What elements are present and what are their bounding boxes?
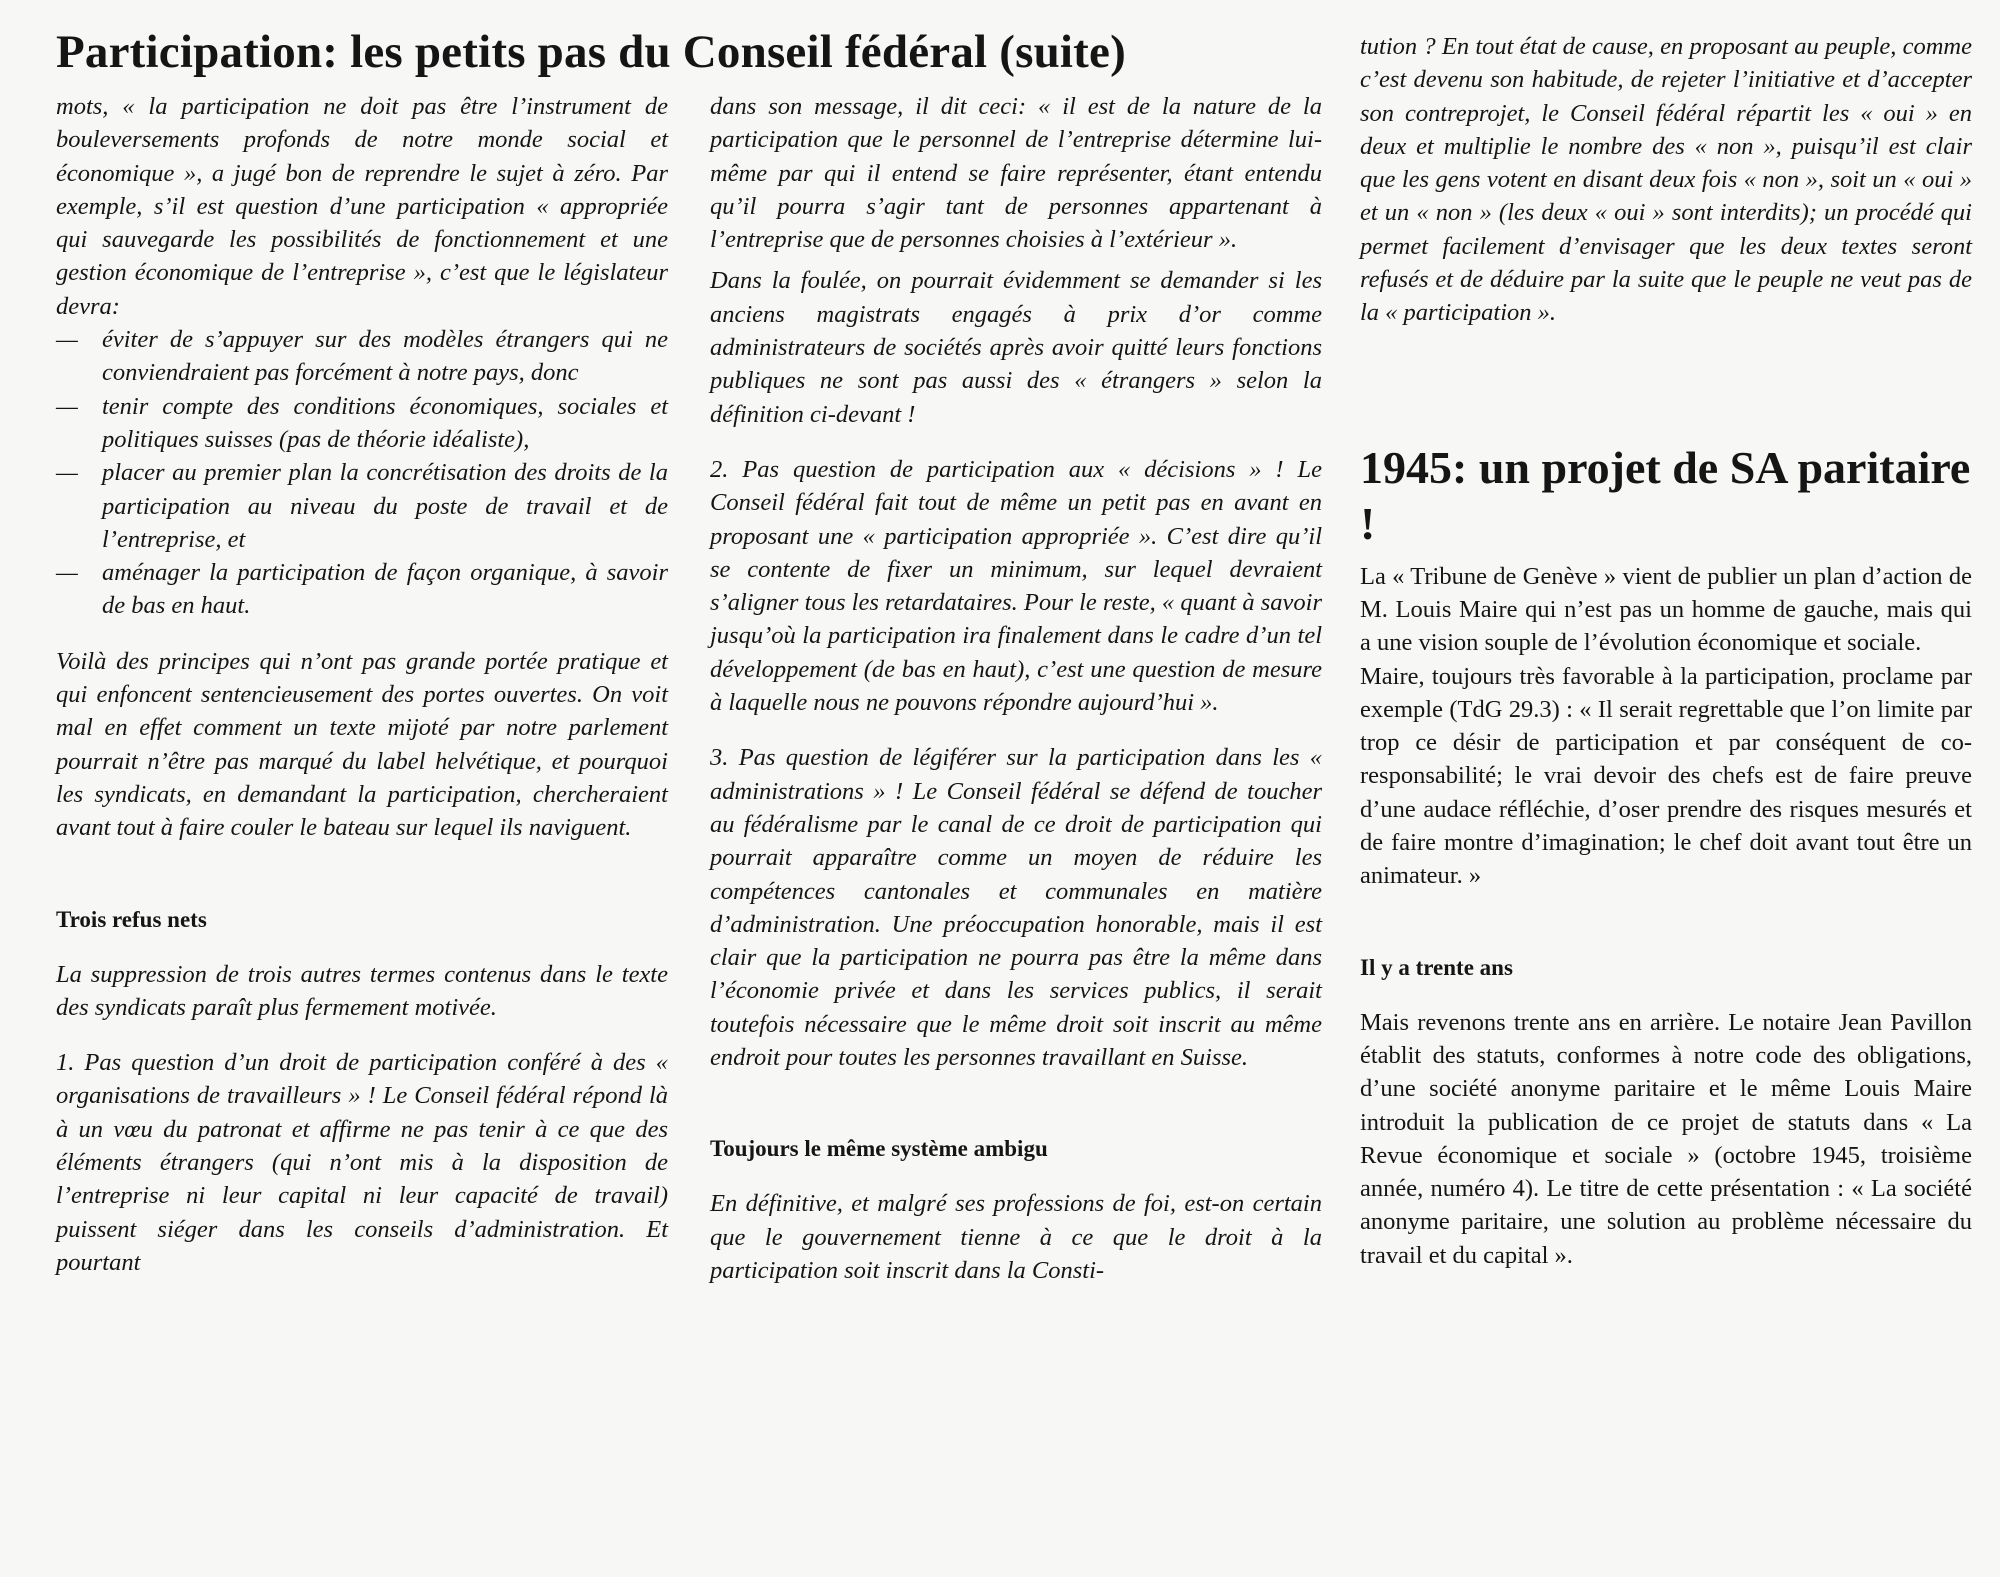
list-item: — éviter de s’appuyer sur des modèles étrangers qui ne conviendraient pas forcément à notre pays, donc [56,323,668,390]
col2-paragraph-2: Dans la foulée, on pourrait évidemment se demander si les anciens magistrats engagés à prix d’or comme administrateurs de sociétés après avoir quitté leurs fonctions publiques ne sont pas aussi des « étrangers » selon la définition ci-devant ! [710,267,1322,428]
col2-paragraph-3: 2. Pas question de participation aux « décisions » ! Le Conseil fédéral fait tout de même un petit pas en avant en proposant une « participation appropriée ». C’est dire qu’il se contente de fixer un minimum, sur lequel devraient s’aligner tous les retardataires. Pour le reste, « quant à savoir jusqu’où la participation ira finalement dans le cadre d’un tel développement (de bas en haut), c’est une question de mesure à laquelle nous ne pouvons répondre aujourd’hui ». [710,455,1322,717]
list-item: — placer au premier plan la concrétisation des droits de la participation au niveau du poste de travail et de l’entreprise, et [56,456,668,556]
article-title: Participation: les petits pas du Conseil fédéral (suite) [56,26,1126,78]
col3-paragraph-4: Mais revenons trente ans en arrière. Le notaire Jean Pavillon établit des statuts, conformes à notre code des obligations, d’une société anonyme paritaire et le même Louis Maire introduit la publication de ce projet de statuts dans « La Revue économique et sociale » (octobre 1945, troisième année, numéro 4). Le titre de cette présentation : « La société anonyme paritaire, une solution au problème nécessaire du travail et du capital ». [1360,1008,1972,1269]
section-title: 1945: un projet de SA paritaire ! [1360,441,1971,549]
col2-paragraph-5: En définitive, et malgré ses professions de foi, est-on certain que le gouvernement tienne à ce que le droit à la participation soit inscrit dans la Consti- [710,1190,1322,1284]
col2-paragraph-1: dans son message, il dit ceci: « il est de la nature de la participation que le personnel de l’entreprise détermine lui-même par qui il entend se faire représenter, étant entendu qu’il pourra s’agir tant de personnes appartenant à l’entreprise que de personnes choisies à l’extérieur ». [710,93,1322,254]
subheading-systeme-ambigu: Toujours le même système ambigu [710,1136,1048,1162]
column-3 [1360,30,1972,1272]
col1-paragraph-1: mots, « la participation ne doit pas être l’instrument de bouleversements profonds de notre monde social et économique », a jugé bon de reprendre le sujet à zéro. Par exemple, s’il est question d’une participation « appropriée qui sauvegarde les possibilités de fonctionnement et une gestion économique de l’entreprise », c’est que le législateur devra: [56,93,668,320]
list-item: — tenir compte des conditions économiques, sociales et politiques suisses (pas de théorie idéaliste), [56,390,668,457]
column-1 [56,90,668,1279]
subheading-trente-ans: Il y a trente ans [1360,954,1513,980]
list-item: — aménager la participation de façon organique, à savoir de bas en haut. [56,556,668,623]
col2-paragraph-4: 3. Pas question de légiférer sur la participation dans les « administrations » ! Le Conseil fédéral se défend de toucher au fédéralisme par le canal de ce droit de participation qui pourrait apparaître comme un moyen de réduire les compétences cantonales et communales en matière d’administration. Une préoccupation honorable, mais il est clair que la participation ne pourra pas être la même dans l’économie privée et dans les services publics, il serait toutefois nécessaire que le même droit soit inscrit au même endroit pour toutes les personnes travaillant en Suisse. [710,744,1322,1072]
principles-list [56,323,668,623]
col3-paragraph-3: Maire, toujours très favorable à la participation, proclame par exemple (TdG 29.3) : « Il serait regrettable que l’on limite par trop ce désir de participation et par conséquent de co-responsabilité; le vrai devoir des chefs est de faire preuve d’une audace réfléchie, d’oser prendre des risques mesurés et de faire montre d’imagination; le chef doit avant tout être un animateur. » [1360,662,1972,890]
col1-paragraph-2: Voilà des principes qui n’ont pas grande portée pratique et qui enfoncent sentencieusement des portes ouvertes. On voit mal en effet comment un texte mijoté par notre parlement pourrait n’être pas marqué du label helvétique, et pourquoi les syndicats, en demandant la participation, chercheraient avant tout à faire couler le bateau sur lequel ils naviguent. [56,647,668,842]
col3-paragraph-1: tution ? En tout état de cause, en proposant au peuple, comme c’est devenu son habitude, de rejeter l’initiative et d’accepter son contreprojet, le Conseil fédéral répartit les « oui » en deux et multiplie le nombre des « non », puisqu’il est clair que les gens votent en disant deux fois « non », soit un « oui » et un « non » (les deux « oui » sont interdits); un procédé qui permet facilement d’envisager que les deux textes seront refusés et de déduire par la suite que le peuple ne veut pas de la « participation ». [1360,33,1972,327]
subheading-trois-refus-nets: Trois refus nets [56,906,207,932]
col3-paragraph-2: La « Tribune de Genève » vient de publier un plan d’action de M. Louis Maire qui n’est pas un homme de gauche, mais qui a une vision souple de l’évolution économique et sociale. [1360,562,1972,657]
col1-paragraph-3: La suppression de trois autres termes contenus dans le texte des syndicats paraît plus fermement motivée. [56,960,668,1021]
col1-paragraph-4: 1. Pas question d’un droit de participation conféré à des « organisations de travailleurs » ! Le Conseil fédéral répond là à un vœu du patronat et affirme ne pas tenir à ce que des éléments étrangers (qui n’ont mis à la disposition de l’entreprise ni leur capital ni leur capacité de travail) puissent siéger dans les conseils d’administration. Et pourtant [56,1049,668,1276]
column-2 [710,90,1322,1287]
